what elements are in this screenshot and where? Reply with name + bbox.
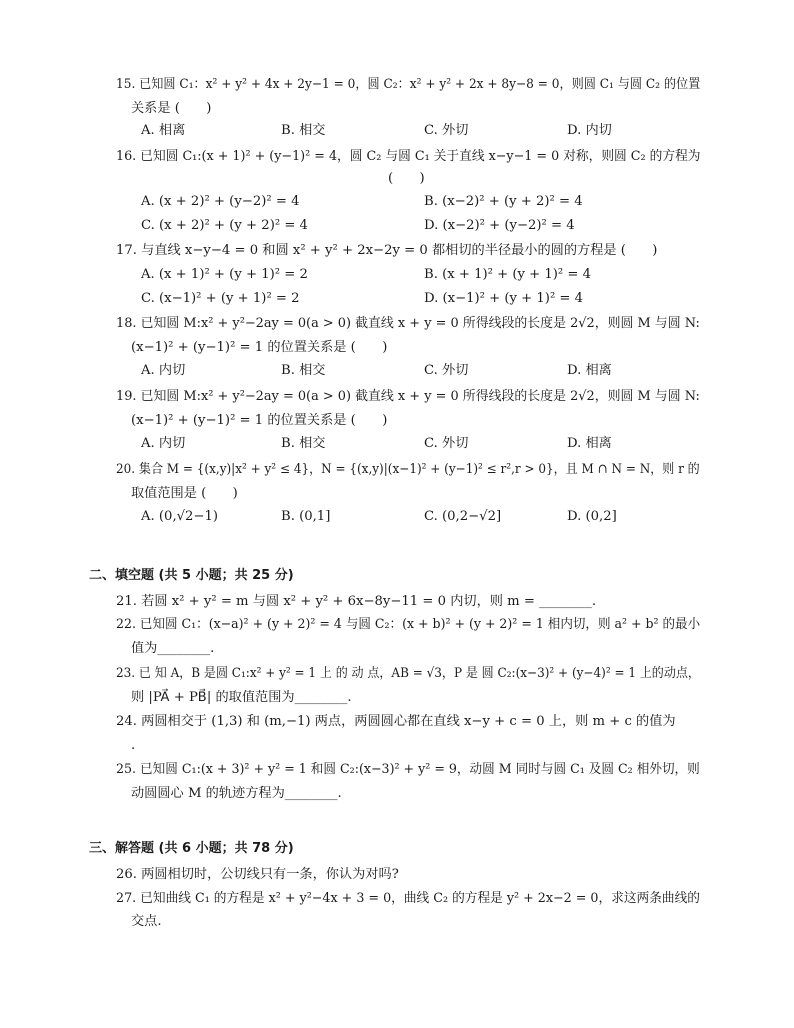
q18-option-c: C. 外切 [424,363,469,378]
question-25-text-cont: 动圆圆心 M 的轨迹方程为________. [131,786,342,801]
q19-option-b: B. 相交 [281,436,326,451]
question-20-text: 20. 集合 M = {(x,y)|x² + y² ≤ 4}，N = {(x,y)|(x−1)² + (y−1)² ≤ r²,r > 0}，且 M ∩ N = N，则 r 的 [116,462,700,477]
question-15-text: 15. 已知圆 C₁：x² + y² + 4x + 2y−1 = 0，圆 C₂：x² + y² + 2x + 8y−8 = 0，则圆 C₁ 与圆 C₂ 的位置 [116,77,701,92]
q18-option-a: A. 内切 [141,363,186,378]
q17-option-a: A. (x + 1)² + (y + 1)² = 2 [141,267,308,282]
q19-option-c: C. 外切 [424,436,469,451]
question-18-text: 18. 已知圆 M:x² + y²−2ay = 0(a > 0) 截直线 x + y = 0 所得线段的长度是 2√2，则圆 M 与圆 N: [116,316,700,331]
q20-option-b: B. (0,1] [281,509,331,524]
q18-option-d: D. 相离 [567,363,612,378]
question-21-text: 21. 若圆 x² + y² = m 与圆 x² + y² + 6x−8y−11 = 0 内切，则 m = ________. [116,594,597,609]
question-24-text-cont: . [131,738,136,753]
question-26-text: 26. 两圆相切时，公切线只有一条，你认为对吗? [116,867,399,882]
section-heading-fill-in: 二、填空题 (共 5 小题；共 25 分) [89,568,294,583]
q18-option-b: B. 相交 [281,363,326,378]
question-17-text: 17. 与直线 x−y−4 = 0 和圆 x² + y² + 2x−2y = 0 都相切的半径最小的圆的方程是 ( ) [116,243,658,258]
q19-option-d: D. 相离 [567,436,612,451]
q17-option-d: D. (x−1)² + (y + 1)² = 4 [424,291,584,306]
question-18-text-cont: (x−1)² + (y−1)² = 1 的位置关系是 ( ) [131,340,388,355]
q20-option-a: A. (0,√2−1) [141,509,219,524]
q15-option-d: D. 内切 [567,123,612,138]
q15-option-b: B. 相交 [281,123,326,138]
question-19-text-cont: (x−1)² + (y−1)² = 1 的位置关系是 ( ) [131,413,388,428]
question-16-text: 16. 已知圆 C₁:(x + 1)² + (y−1)² = 4，圆 C₂ 与圆 C₁ 关于直线 x−y−1 = 0 对称，则圆 C₂ 的方程为 [116,149,701,164]
q19-option-a: A. 内切 [141,436,186,451]
question-22-text: 22. 已知圆 C₁：(x−a)² + (y + 2)² = 4 与圆 C₂：(x + b)² + (y + 2)² = 1 相内切，则 a² + b² 的最小 [116,617,701,632]
question-22-text-cont: 值为________. [131,641,215,656]
q15-option-c: C. 外切 [424,123,469,138]
q16-option-a: A. (x + 2)² + (y−2)² = 4 [141,194,300,209]
q16-option-b: B. (x−2)² + (y + 2)² = 4 [424,194,583,209]
q16-option-c: C. (x + 2)² + (y + 2)² = 4 [141,218,308,233]
question-15-text-cont: 关系是 ( ) [131,101,212,116]
question-25-text: 25. 已知圆 C₁:(x + 3)² + y² = 1 和圆 C₂:(x−3)² + y² = 9，动圆 M 同时与圆 C₁ 及圆 C₂ 相外切，则 [116,762,700,777]
q20-option-d: D. (0,2] [567,509,617,524]
section-heading-answer: 三、解答题 (共 6 小题；共 78 分) [89,841,294,856]
question-20-text-cont: 取值范围是 ( ) [131,486,238,501]
question-19-text: 19. 已知圆 M:x² + y²−2ay = 0(a > 0) 截直线 x + y = 0 所得线段的长度是 2√2，则圆 M 与圆 N: [116,389,700,404]
q17-option-c: C. (x−1)² + (y + 1)² = 2 [141,291,300,306]
q17-option-b: B. (x + 1)² + (y + 1)² = 4 [424,267,592,282]
question-24-text: 24. 两圆相交于 (1,3) 和 (m,−1) 两点，两圆圆心都在直线 x−y + c = 0 上，则 m + c 的值为 [116,714,676,729]
question-27-text-cont: 交点. [131,914,162,929]
question-23-text: 23. 已 知 A，B 是圆 C₁:x² + y² = 1 上 的 动 点，AB = √3，P 是 圆 C₂:(x−3)² + (y−4)² = 1 上的动点， [116,666,700,681]
q15-option-a: A. 相离 [141,123,186,138]
q16-option-d: D. (x−2)² + (y−2)² = 4 [424,218,575,233]
question-27-text: 27. 已知曲线 C₁ 的方程是 x² + y²−4x + 3 = 0，曲线 C₂ 的方程是 y² + 2x−2 = 0，求这两条曲线的 [116,891,700,906]
q20-option-c: C. (0,2−√2] [424,509,502,524]
question-23-text-cont: 则 |PA⃗ + PB⃗| 的取值范围为________. [131,690,352,705]
question-16-text-cont: ( ) [388,171,425,186]
